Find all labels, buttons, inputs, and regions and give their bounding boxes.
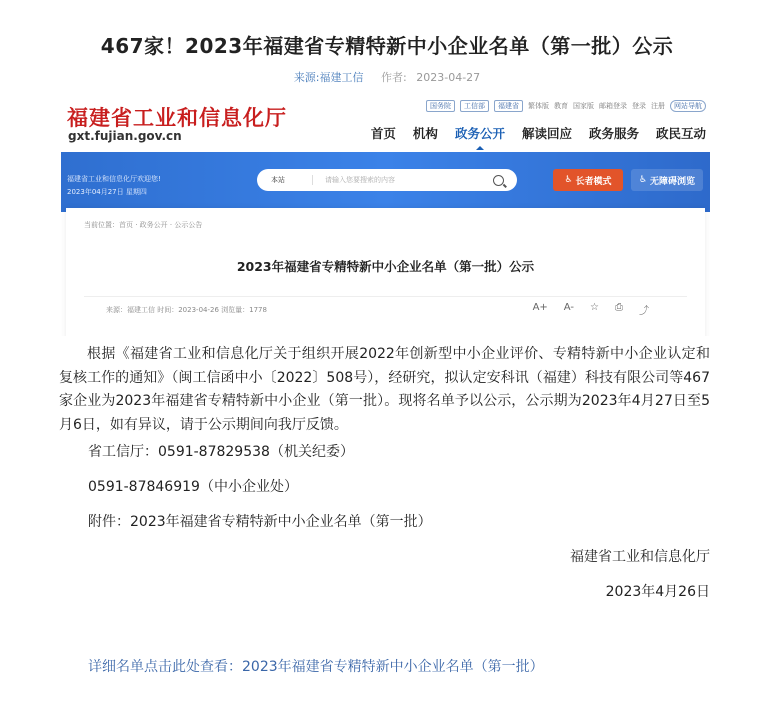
nav-item-services: 政务服务	[588, 126, 639, 141]
article-tools	[533, 302, 649, 317]
embedded-website-screenshot	[61, 92, 710, 336]
article-date: 2023-04-27	[416, 71, 481, 84]
elder-mode-label: 长者模式	[575, 176, 612, 187]
article-card	[66, 208, 705, 336]
card-meta: 来源：福建工信 时间：2023-04-26 浏览量：1778	[106, 306, 267, 314]
article-title: 467家！2023年福建省专精特新中小企业名单（第一批）公示	[100, 34, 674, 58]
site-logo-text: 福建省工业和信息化厅	[67, 105, 287, 130]
nav-item-org: 机构	[412, 126, 438, 141]
utility-link: 注册	[651, 102, 665, 110]
header-band	[61, 152, 710, 212]
signature: 福建省工业和信息化厅	[570, 549, 710, 565]
welcome-text	[67, 173, 161, 199]
utility-link: 教育	[554, 102, 568, 110]
utility-link: 国家版	[573, 102, 594, 110]
favorite-icon: ☆	[590, 302, 599, 313]
utility-bar	[426, 100, 706, 112]
breadcrumb: 当前位置：首页 · 政务公开 · 公示公告	[84, 221, 203, 229]
card-title: 2023年福建省专精特新中小企业名单（第一批）公示	[236, 259, 535, 274]
welcome-date: 2023年04月27日 星期四	[67, 188, 147, 196]
print-icon: ⎙	[615, 302, 623, 313]
divider	[84, 296, 687, 297]
share-icon: ⤴	[639, 306, 649, 317]
article-author-label: 作者:	[381, 71, 407, 84]
article-meta	[0, 69, 774, 85]
contact-phone-2: 0591-87846919（中小企业处）	[88, 479, 298, 495]
utility-link: 网站导航	[670, 100, 706, 112]
nav-item-home: 首页	[370, 126, 396, 141]
utility-link: 工信部	[460, 100, 489, 112]
welcome-line: 福建省工业和信息化厅欢迎您!	[67, 175, 161, 183]
contact-phone-1: 省工信厅：0591-87829538（机关纪委）	[88, 444, 354, 460]
utility-link: 国务院	[426, 100, 455, 112]
site-nav	[371, 124, 706, 142]
site-search-box	[257, 169, 517, 191]
search-placeholder: 请输入您要搜索的内容	[325, 176, 395, 184]
utility-link: 繁体版	[528, 102, 549, 110]
accessible-browse-button	[631, 169, 703, 191]
attachment-line: 附件：2023年福建省专精特新中小企业名单（第一批）	[88, 514, 432, 530]
accessible-browse-label: 无障碍浏览	[650, 176, 696, 187]
utility-link: 福建省	[494, 100, 523, 112]
elder-mode-button	[553, 169, 623, 191]
accessibility-icon: ♿	[638, 175, 648, 185]
font-decrease-icon: A-	[563, 302, 575, 313]
search-icon	[493, 175, 504, 186]
nav-item-interpret: 解读回应	[521, 126, 572, 141]
site-logo-url: gxt.fujian.gov.cn	[68, 129, 182, 143]
search-scope: 本站	[271, 175, 313, 185]
nav-item-gov-open: 政务公开	[454, 126, 505, 141]
elder-icon: ♿	[564, 175, 573, 185]
detail-list-link[interactable]: 详细名单点击此处查看：2023年福建省专精特新中小企业名单（第一批）	[88, 659, 544, 675]
sign-date: 2023年4月26日	[605, 584, 710, 600]
body-paragraph: 根据《福建省工业和信息化厅关于组织开展2022年创新型中小企业评价、专精特新中小企业认定和复核工作的通知》（闽工信函中小〔2022〕508号），经研究，拟认定安科讯（福建）科技有限公司等467家企业为2023年福建省专精特新中小企业（第一批）。现将名单予以公示，公示期为2023年4月27日至5月6日，如有异议，请于公示期间向我厅反馈。	[59, 346, 710, 433]
article-source[interactable]: 来源:福建工信	[293, 71, 364, 84]
nav-item-interaction: 政民互动	[655, 126, 706, 141]
font-increase-icon: A+	[532, 302, 548, 313]
utility-link: 邮箱登录	[599, 102, 627, 110]
utility-link: 登录	[632, 102, 646, 110]
